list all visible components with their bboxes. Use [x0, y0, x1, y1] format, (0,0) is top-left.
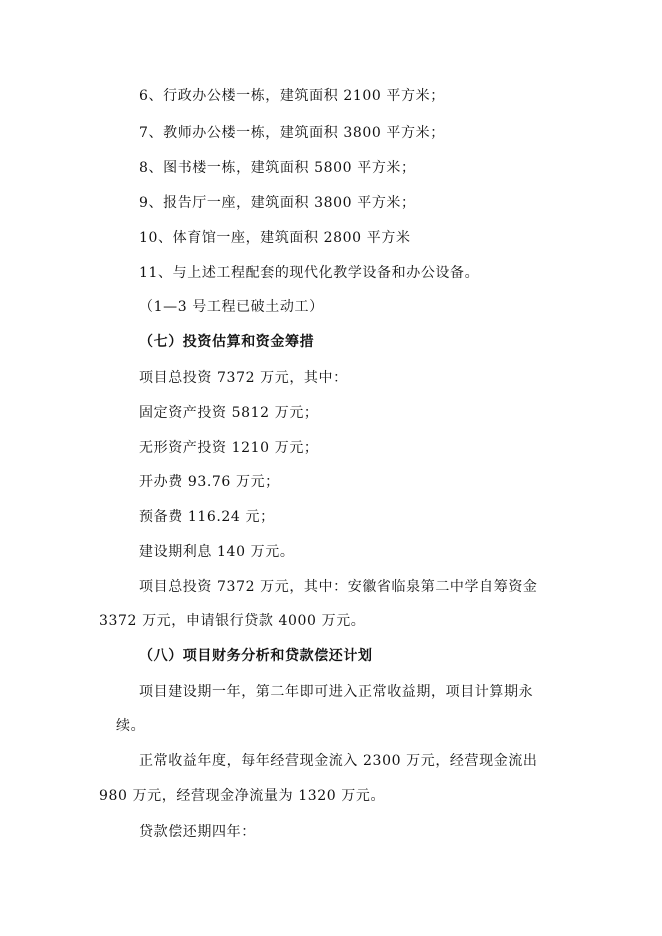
item-8-text: 8、图书楼一栋，建筑面积 5800 平方米；: [139, 160, 416, 176]
item-9-text: 9、报告厅一座，建筑面积 3800 平方米；: [139, 195, 416, 211]
construction-note: （1—3 号工程已破土动工）: [139, 299, 324, 315]
item-7-text: 7、教师办公楼一栋，建筑面积 3800 平方米；: [139, 125, 445, 141]
reserve-fee-line: 预备费 116.24 元；: [139, 509, 275, 525]
section-heading-investment: （七）投资估算和资金筹措: [139, 334, 315, 350]
construction-period-line-2: 续。: [116, 718, 146, 734]
financing-line-1: 项目总投资 7372 万元，其中：安徽省临泉第二中学自筹资金: [139, 579, 538, 595]
item-11-text: 11、与上述工程配套的现代化教学设备和办公设备。: [139, 265, 480, 281]
section-heading-financial-analysis: （八）项目财务分析和贷款偿还计划: [139, 648, 373, 664]
fixed-assets-line: 固定资产投资 5812 万元；: [139, 405, 319, 421]
cashflow-line-2: 980 万元，经营现金净流量为 1320 万元。: [99, 788, 386, 804]
total-investment-line: 项目总投资 7372 万元，其中：: [139, 370, 348, 386]
cashflow-line-1: 正常收益年度，每年经营现金流入 2300 万元，经营现金流出: [139, 753, 538, 769]
interest-line: 建设期利息 140 万元。: [139, 544, 295, 560]
intangible-assets-line: 无形资产投资 1210 万元；: [139, 440, 319, 456]
item-6-text: 6、行政办公楼一栋，建筑面积 2100 平方米；: [139, 88, 445, 104]
loan-repayment-line: 贷款偿还期四年：: [139, 824, 256, 840]
construction-period-line-1: 项目建设期一年，第二年即可进入正常收益期，项目计算期永: [139, 684, 534, 700]
financing-line-2: 3372 万元，申请银行贷款 4000 万元。: [99, 613, 366, 629]
item-10-text: 10、体育馆一座，建筑面积 2800 平方米: [139, 230, 411, 246]
startup-cost-line: 开办费 93.76 万元；: [139, 474, 280, 490]
